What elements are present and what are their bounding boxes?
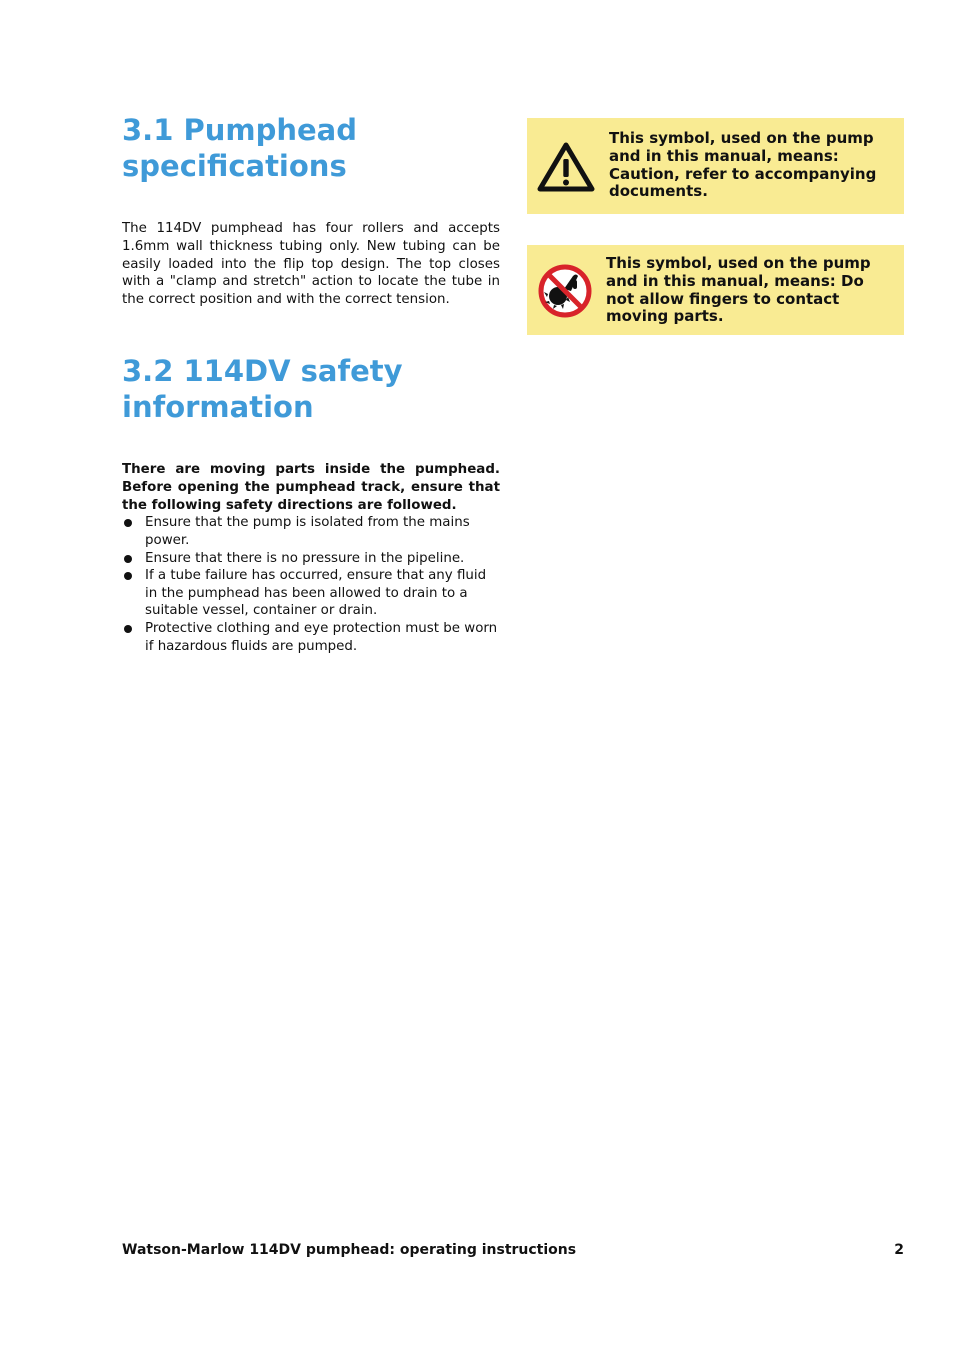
moving-parts-notice-text: This symbol, used on the pump and in this manual, means: Do not allow fingers to contact moving parts. [606, 254, 871, 326]
bullet-icon [124, 519, 132, 527]
no-fingers-icon [537, 263, 593, 323]
list-item: If a tube failure has occurred, ensure that any fluid in the pumphead has been allowed to drain to a suitable vessel, container or drain. [122, 567, 500, 620]
page-number: 2 [894, 1242, 904, 1258]
safety-bullet-list [122, 514, 500, 655]
footer-title: Watson-Marlow 114DV pumphead: operating instructions [122, 1242, 577, 1258]
bullet-icon [124, 555, 132, 563]
caution-triangle-icon [537, 142, 595, 196]
bullet-icon [124, 572, 132, 580]
specifications-paragraph: The 114DV pumphead has four rollers and accepts 1.6mm wall thickness tubing only. New tubing can be easily loaded into the flip top design. The top closes with a "clamp and stretch" action to locate the tube in the correct position and with the correct tension. [122, 221, 500, 308]
caution-notice-box [527, 118, 904, 214]
section-heading-specifications: 3.1 Pumphead specifications [122, 113, 357, 183]
section-heading-safety: 3.2 114DV safety information [122, 353, 403, 424]
moving-parts-notice-box [527, 245, 904, 335]
caution-notice-text: This symbol, used on the pump and in this manual, means: Caution, refer to accompanying documents. [609, 129, 877, 201]
safety-intro-paragraph: There are moving parts inside the pumphead. Before opening the pumphead track, ensure that the following safety directions are followed. [122, 461, 500, 513]
list-item: Protective clothing and eye protection must be worn if hazardous fluids are pumped. [122, 620, 500, 655]
list-item: Ensure that the pump is isolated from the mains power. [122, 514, 500, 549]
list-item: Ensure that there is no pressure in the pipeline. [122, 550, 500, 568]
main-column [122, 112, 500, 655]
page-footer [122, 1242, 904, 1258]
bullet-icon [124, 625, 132, 633]
